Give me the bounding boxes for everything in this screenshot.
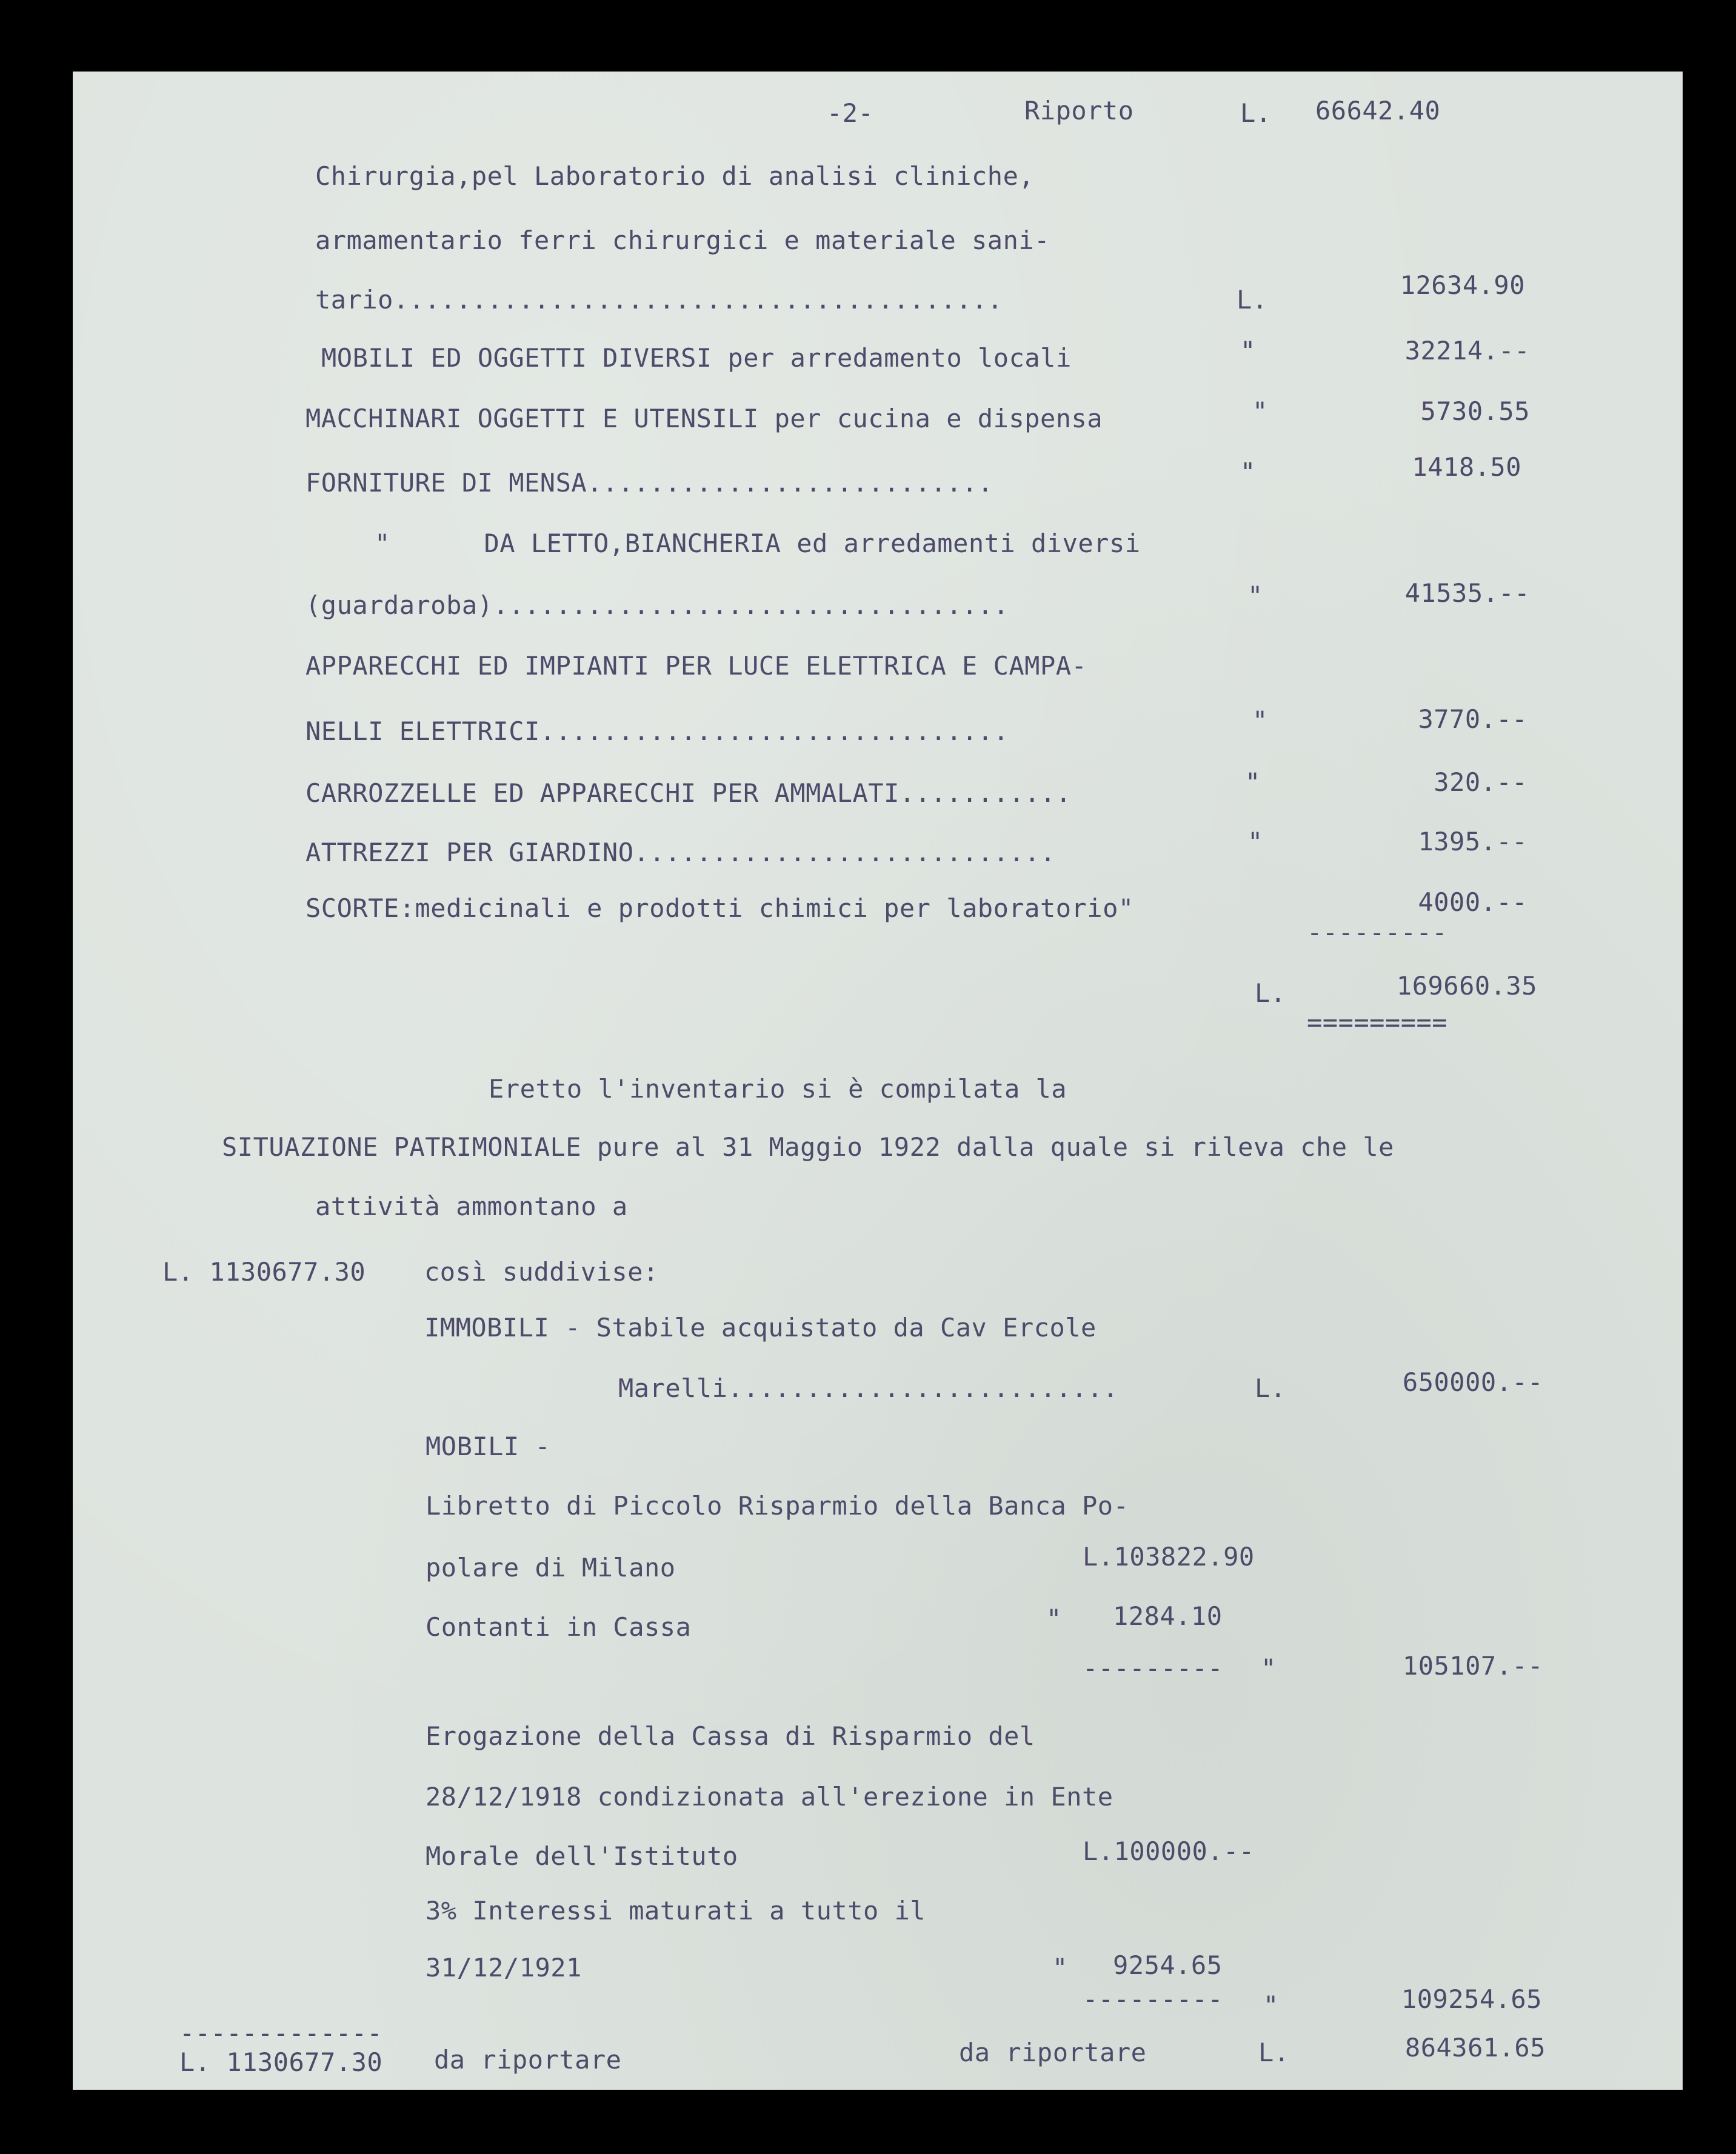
- item-line: MOBILI ED OGGETTI DIVERSI per arredamento locali: [321, 343, 1072, 373]
- erogazione-value: L.100000.--: [1083, 1836, 1255, 1866]
- riporto-value: 66642.40: [1315, 96, 1441, 125]
- mobili-rule: ---------: [1083, 1653, 1224, 1683]
- erogazione-line: Erogazione della Cassa di Risparmio del: [426, 1721, 1035, 1751]
- paragraph-line: SITUAZIONE PATRIMONIALE pure al 31 Maggio 1922 dalla quale si rileva che le: [222, 1132, 1394, 1162]
- mobili-total-mark: ": [1261, 1653, 1277, 1683]
- page-number: -2-: [827, 98, 874, 128]
- item-line: CARROZZELLE ED APPARECCHI PER AMMALATI...........: [305, 778, 1072, 808]
- riporto-currency: L.: [1240, 98, 1272, 128]
- document-page: [73, 72, 1683, 2090]
- item-mark: ": [1240, 457, 1256, 487]
- erogazione-total: 109254.65: [1401, 1984, 1542, 2014]
- item-line: MACCHINARI OGGETTI E UTENSILI per cucina e dispensa: [305, 404, 1103, 433]
- item-line: (guardaroba).................................: [305, 590, 1009, 620]
- erogazione-mark: ": [1052, 1953, 1068, 1982]
- mobili-line: Contanti in Cassa: [426, 1612, 692, 1642]
- immobili-line: IMMOBILI - Stabile acquistato da Cav Ercole: [424, 1313, 1097, 1342]
- item-value: 41535.--: [1404, 578, 1530, 608]
- item-line: NELLI ELETTRICI..............................: [305, 716, 1009, 746]
- item-mark: ": [1252, 705, 1268, 735]
- item-value: 5730.55: [1420, 396, 1530, 426]
- footer-right-label: da riportare: [959, 2038, 1147, 2067]
- immobili-value: 650000.--: [1402, 1367, 1543, 1397]
- item-value: 3770.--: [1418, 704, 1527, 734]
- item-line: ATTREZZI PER GIARDINO...........................: [305, 838, 1056, 867]
- item-value: 32214.--: [1404, 336, 1530, 365]
- subtotal-rule: ---------: [1307, 918, 1448, 947]
- item-line: Chirurgia,pel Laboratorio di analisi cliniche,: [315, 161, 1035, 191]
- paragraph-line: attività ammontano a: [315, 1192, 628, 1221]
- item-mark: ": [1245, 767, 1261, 797]
- item-mark: ": [1240, 336, 1256, 365]
- erogazione-line: 3% Interessi maturati a tutto il: [426, 1896, 926, 1926]
- item-line: FORNITURE DI MENSA..........................: [305, 468, 993, 498]
- footer-left-label: da riportare: [434, 2045, 622, 2075]
- mobili-mark: ": [1046, 1604, 1062, 1633]
- item-line: armamentario ferri chirurgici e materiale sani-: [315, 225, 1050, 255]
- margin-amount: L. 1130677.30: [162, 1257, 366, 1287]
- subtotal-value: 169660.35: [1396, 971, 1537, 1001]
- item-value: 1418.50: [1412, 452, 1521, 482]
- erogazione-value: 9254.65: [1113, 1950, 1223, 1980]
- item-value: 320.--: [1434, 767, 1527, 797]
- mobili-value: 1284.10: [1113, 1601, 1223, 1631]
- immobili-line: Marelli.........................: [618, 1373, 1119, 1403]
- item-line: SCORTE:medicinali e prodotti chimici per laboratorio": [305, 893, 1134, 923]
- item-value: 12634.90: [1400, 270, 1525, 300]
- erogazione-line: 28/12/1918 condizionata all'erezione in Ente: [426, 1782, 1113, 1812]
- erogazione-total-mark: ": [1263, 1990, 1279, 2020]
- footer-left-amount: L. 1130677.30: [179, 2047, 383, 2077]
- paragraph-line: Eretto l'inventario si è compilata la: [489, 1074, 1067, 1104]
- paragraph-line: così suddivise:: [424, 1257, 659, 1287]
- mobili-heading: MOBILI -: [426, 1432, 551, 1461]
- riporto-label: Riporto: [1024, 96, 1134, 125]
- item-mark: ": [1247, 581, 1263, 610]
- item-value: 1395.--: [1418, 827, 1527, 856]
- item-mark: ": [1247, 827, 1263, 856]
- footer-right-currency: L.: [1258, 2038, 1290, 2067]
- item-value: 4000.--: [1418, 887, 1527, 917]
- item-line: tario.......................................: [315, 285, 1003, 315]
- erogazione-line: 31/12/1921: [426, 1953, 582, 1982]
- mobili-total: 105107.--: [1402, 1651, 1543, 1681]
- subtotal-currency: L.: [1255, 978, 1286, 1008]
- erogazione-line: Morale dell'Istituto: [426, 1841, 738, 1871]
- item-mark: ": [1252, 396, 1268, 426]
- mobili-value: L.103822.90: [1083, 1542, 1255, 1572]
- item-mark: L.: [1237, 285, 1268, 315]
- immobili-currency: L.: [1255, 1373, 1286, 1403]
- footer-right-value: 864361.65: [1404, 2033, 1546, 2062]
- erogazione-rule: ---------: [1083, 1984, 1224, 2014]
- subtotal-double-rule: =========: [1307, 1007, 1448, 1037]
- mobili-line: polare di Milano: [426, 1553, 676, 1582]
- item-line: APPARECCHI ED IMPIANTI PER LUCE ELETTRICA E CAMPA-: [305, 651, 1087, 681]
- footer-left-rule: -------------: [179, 2018, 383, 2048]
- item-line: " DA LETTO,BIANCHERIA ed arredamenti diversi: [375, 528, 1141, 558]
- mobili-line: Libretto di Piccolo Risparmio della Banca Po-: [426, 1491, 1129, 1521]
